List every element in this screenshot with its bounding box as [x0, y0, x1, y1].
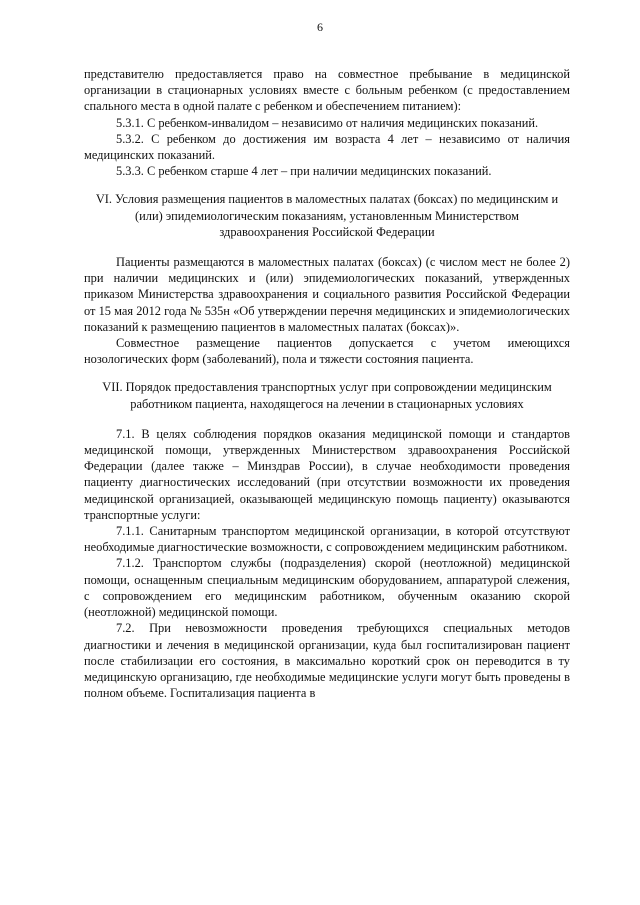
document-body [84, 66, 570, 701]
paragraph-5-3-2: 5.3.2. С ребенком до достижения им возраста 4 лет – независимо от наличия медицинских показаний. [84, 131, 570, 163]
section-heading-vii: VII. Порядок предоставления транспортных услуг при сопровождении медицинским работником пациента, находящегося на лечении в стационарных условиях [102, 380, 552, 411]
paragraph-7-1-2: 7.1.2. Транспортом службы (подразделения) скорой (неотложной) медицинской помощи, оснащенным специальным медицинским оборудованием, аппаратурой слежения, с сопровождением его медицинским работником, обученным оказанию скорой (неотложной) медицинской помощи. [84, 556, 570, 620]
paragraph-5-3-1: 5.3.1. С ребенком-инвалидом – независимо от наличия медицинских показаний. [116, 115, 539, 130]
paragraph-7-1-1: 7.1.1. Санитарным транспортом медицинской организации, в которой отсутствуют необходимые диагностические возможности, с сопровождением медицинским работником. [84, 524, 570, 555]
paragraph-intro: представителю предоставляется право на совместное пребывание в медицинской организации в стационарных условиях вместе с больным ребенком (с предоставлением спального места в одной палате с ребенком и обеспечением питанием): [84, 67, 570, 114]
page-number: 6 [317, 20, 323, 34]
section-heading-vi: VI. Условия размещения пациентов в маломестных палатах (боксах) по медицинским и (или) эпидемиологическим показаниям, установленным Министерством здравоохранения Российской Федерации [95, 192, 559, 239]
paragraph-5-3-3: 5.3.3. С ребенком старше 4 лет – при наличии медицинских показаний. [116, 164, 492, 179]
paragraph-vi-1: Пациенты размещаются в маломестных палатах (боксах) (с числом мест не более 2) при наличии медицинских и (или) эпидемиологических показаний, утвержденных приказом Министерства здравоохранения и социального развития Российской Федерации от 15 мая 2012 года № 535н «Об утверждении перечня медицинских и эпидемиологических показаний к размещению пациентов в маломестных палатах (боксах)». [84, 255, 570, 334]
paragraph-7-1: 7.1. В целях соблюдения порядков оказания медицинской помощи и стандартов медицинской помощи, утвержденных Министерством здравоохранения Российской Федерации (далее также – Минздрав России), в случае необходимости проведения пациенту диагностических исследований (при отсутствии возможности их проведения медицинской организацией, оказывающей медицинскую помощь пациенту) оказываются транспортные услуги: [84, 426, 570, 522]
paragraph-7-2: 7.2. При невозможности проведения требующихся специальных методов диагностики и лечения в медицинской организации, куда был госпитализирован пациент после стабилизации его состояния, в максимально короткий срок он переводится в ту медицинскую организацию, где необходимые медицинские услуги могут быть проведены в полном объеме. Госпитализация пациента в [84, 621, 570, 701]
paragraph-vi-2: Совместное размещение пациентов допускается с учетом имеющихся нозологических форм (заболеваний), пола и тяжести состояния пациента. [84, 336, 570, 367]
